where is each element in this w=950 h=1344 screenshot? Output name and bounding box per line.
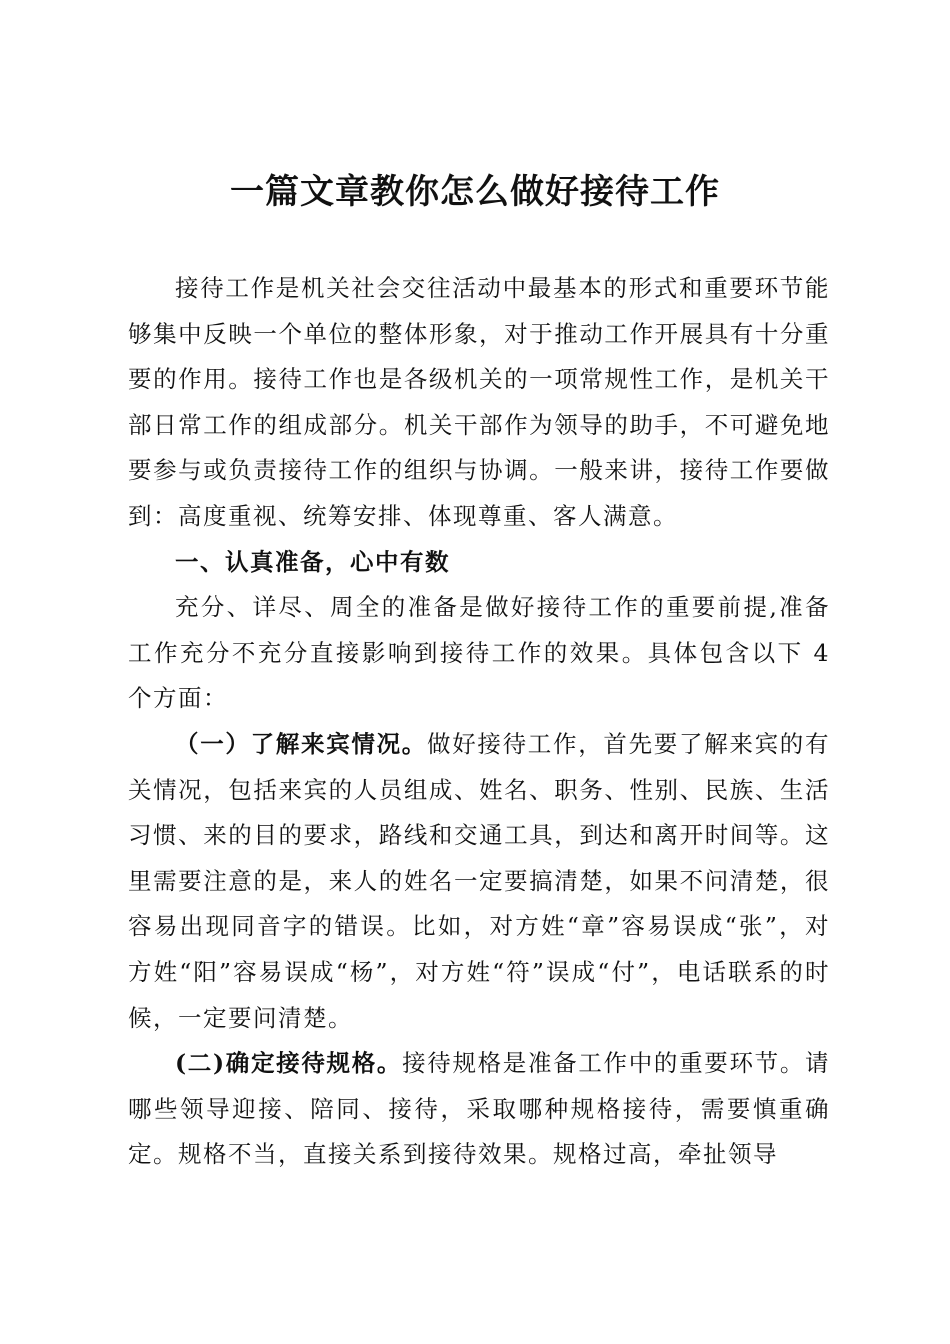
item1-paragraph xyxy=(128,722,830,1041)
item2-lead: (二)确定接待规格。 xyxy=(175,1049,403,1078)
item2-paragraph xyxy=(128,1041,830,1178)
section1-intro-paragraph: 充分、详尽、周全的准备是做好接待工作的重要前提,准备工作充分不充分直接影响到接待工作的效果。具体包含以下 4 个方面： xyxy=(128,593,830,713)
intro-paragraph: 接待工作是机关社会交往活动中最基本的形式和重要环节能够集中反映一个单位的整体形象，对于推动工作开展具有十分重要的作用。接待工作也是各级机关的一项常规性工作，是机关干部日常工作的组成部分。机关干部作为领导的助手，不可避免地要参与或负责接待工作的组织与协调。一般来讲，接待工作要做到：高度重视、统筹安排、体现尊重、客人满意。 xyxy=(128,274,830,530)
item2-text: 接待规格是准备工作中的重要环节。请哪些领导迎接、陪同、接待，采取哪种规格接待，需要慎重确定。规格不当，直接关系到接待效果。规格过高，牵扯领导 xyxy=(128,1049,831,1169)
section-heading-1: 一、认真准备，心中有数 xyxy=(175,547,450,576)
item1-lead: （一）了解来宾情况。 xyxy=(175,729,427,758)
item1-text: 做好接待工作，首先要了解来宾的有关情况，包括来宾的人员组成、姓名、职务、性别、民族、生活习惯、来的目的要求，路线和交通工具，到达和离开时间等。这里需要注意的是，来人的姓名一定要搞清楚，如果不问清楚，很容易出现同音字的错误。比如，对方姓“章”容易误成“张”，对方姓“阳”容易误成“杨”，对方姓“符”误成“付”，电话联系的时候，一定要问清楚。 xyxy=(128,729,830,1032)
document-body xyxy=(128,266,830,1178)
document-title: 一篇文章教你怎么做好接待工作 xyxy=(230,172,720,212)
